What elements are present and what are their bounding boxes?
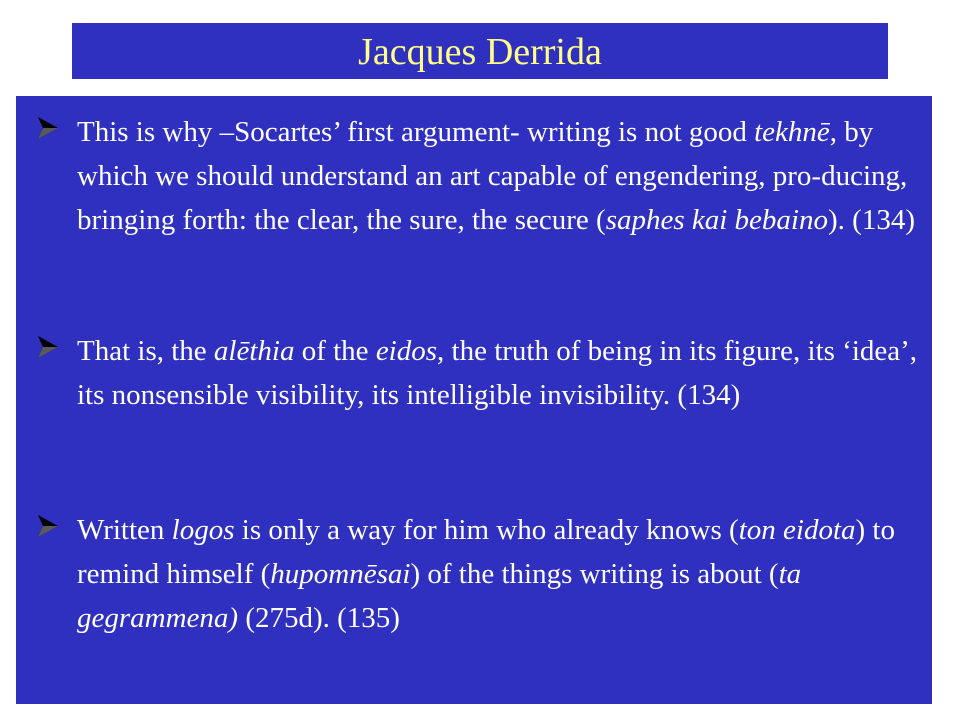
arrow-bullet-icon	[32, 511, 62, 541]
bullet-text-italic: eidos	[375, 335, 438, 367]
bullet-text-italic: ton eidota	[738, 514, 856, 546]
bullet-text	[77, 329, 922, 417]
bullet-item	[32, 508, 922, 640]
bullet-text-italic: alēthia	[213, 335, 295, 367]
arrow-bullet-icon	[32, 113, 62, 143]
slide-title: Jacques Derrida	[358, 31, 602, 73]
bullet-text-segment: , the truth of being in its figure, its ‘idea’, its nonsensible visibility, its intelligible invisibility. (134)	[77, 335, 918, 411]
bullet-text-italic: tekhnē	[754, 116, 830, 148]
bullet-text-italic: logos	[171, 514, 235, 546]
bullet-text-italic: ta gegrammena)	[77, 558, 802, 634]
bullet-text-segment: ) to remind himself (	[77, 514, 895, 590]
bullet-text-segment: is only a way for him who already knows (	[234, 514, 739, 546]
bullet-text-segment: (275d). (135)	[238, 602, 400, 634]
bullet-text-segment: , by which we should understand an art capable of engendering, pro-ducing, bringing forth: the clear, the sure, the secure (	[77, 116, 908, 236]
bullet-text	[77, 110, 922, 242]
bullet-text-italic: saphes kai bebaino	[605, 204, 828, 236]
bullet-text-segment: That is, the	[77, 335, 214, 367]
bullet-item	[32, 329, 922, 417]
bullet-text-segment: Written	[77, 514, 172, 546]
arrow-bullet-icon	[32, 332, 62, 362]
content-panel	[16, 96, 932, 704]
title-bar	[72, 23, 888, 79]
bullet-item	[32, 110, 922, 242]
bullet-text-italic: hupomnēsai	[270, 558, 411, 590]
bullet-text-segment: ). (134)	[828, 204, 915, 236]
bullet-text-segment: of the	[294, 335, 376, 367]
bullet-text-segment: ) of the things writing is about (	[410, 558, 779, 590]
bullet-text-segment: This is why –Socartes’ first argument- writing is not good	[77, 116, 755, 148]
bullet-text	[77, 508, 922, 640]
